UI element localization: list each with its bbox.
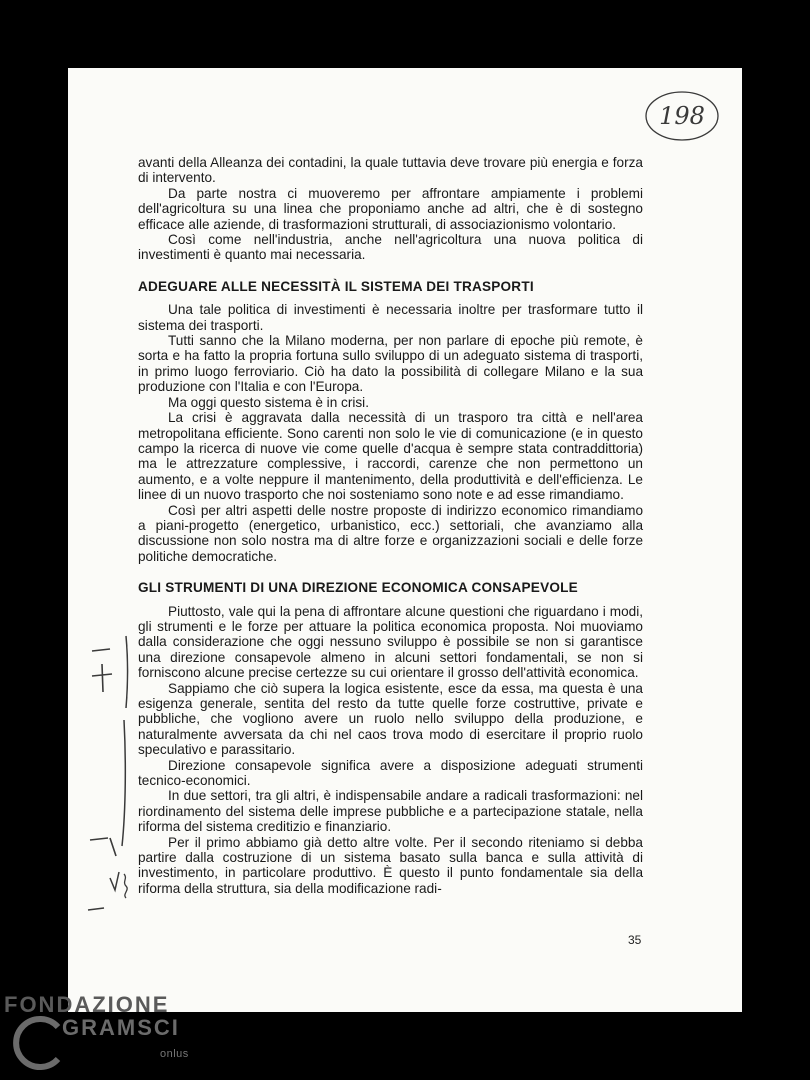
paragraph: Ma oggi questo sistema è in crisi. [168, 394, 369, 410]
pencil-dash-mark [92, 649, 110, 651]
paragraph: Così come nell'industria, anche nell'agricoltura una nuova politica di investimenti è quanto mai necessaria. [138, 232, 643, 263]
margin-annotations [82, 628, 142, 928]
pencil-dash-mark [88, 908, 104, 910]
section-heading-transport: ADEGUARE ALLE NECESSITÀ IL SISTEMA DEI TRASPORTI [138, 278, 534, 294]
pencil-plus-mark [92, 664, 112, 692]
section-heading-instruments: GLI STRUMENTI DI UNA DIREZIONE ECONOMICA CONSAPEVOLE [138, 580, 578, 596]
paragraph: La crisi è aggravata dalla necessità di un trasporo tra città e nell'area metropolitana efficiente. Sono carenti non solo le vie di comunicazione (e in questo campo la ricerca di nuove vie come quelle d'acqua è sempre stata contraddittoria) ma le attrezzature complessive, i raccordi, carenze che non permettono un aumento, e a volte neppure il mantenimento, della produttività e dell'efficienza. Le linee di un nuovo trasporto che noi sosteniamo sono note e ad esse rimandiamo. [138, 410, 643, 503]
watermark-line3: onlus [160, 1048, 189, 1060]
pencil-bracket-mark [126, 636, 128, 708]
folio-number: 198 [659, 102, 705, 130]
pencil-squiggle-mark [124, 874, 127, 898]
pencil-dash-mark [90, 838, 108, 840]
watermark-line1: FONDAZIONE [4, 992, 170, 1017]
body-text [138, 155, 643, 896]
paragraph: Una tale politica di investimenti è necessaria inoltre per trasformare tutto il sistema dei trasporti. [138, 302, 643, 333]
page-number: 35 [628, 933, 642, 947]
paragraph: Tutti sanno che la Milano moderna, per non parlare di epoche più remote, è sorta e ha fatto la propria fortuna sullo sviluppo di un adeguato sistema di trasporti, in primo luogo ferroviario. Ciò ha dato la possibilità di collegare Milano e la sua produzione con l'Italia e con l'Europa. [138, 333, 643, 395]
watermark-line2: GRAMSCI [62, 1015, 180, 1040]
paragraph: Così per altri aspetti delle nostre proposte di indirizzo economico rimandiamo a piani-progetto (energetico, urbanistico, ecc.) settoriali, che avanziamo alla discussione non solo nostra ma di altre forze e organizzazioni sociali e delle forze politiche democratiche. [138, 502, 643, 564]
paragraph: Per il primo abbiamo già detto altre volte. Per il secondo riteniamo si debba partire dalla costruzione di un sistema basato sulla banca e sulla attività di investimento, in particolare produttivo. È questo il punto fondamentale sia della riforma della struttura, sia della modificazione radi- [138, 834, 643, 896]
folio-mark [640, 86, 724, 146]
pencil-check-mark [110, 872, 119, 890]
paragraph: Sappiamo che ciò supera la logica esistente, esce da essa, ma questa è una esigenza generale, sentita del resto da tutte quelle forze costruttive, private e pubbliche, che vogliono avere un ruolo nello sviluppo della produzione, e naturalmente avversata da chi nel caos trova modo di esercitare il proprio ruolo speculativo e parassitario. [138, 680, 643, 758]
pencil-check-mark [110, 838, 116, 856]
pencil-bracket-mark [122, 720, 125, 846]
paragraph: Da parte nostra ci muoveremo per affrontare ampiamente i problemi dell'agricoltura su una linea che proponiamo anche ad altri, che è di sostegno efficace alle aziende, di trasformazioni strutturali, di associazionismo volontario. [138, 185, 643, 232]
paragraph: Piuttosto, vale qui la pena di affrontare alcune questioni che riguardano i modi, gli strumenti e le forze per attuare la politica economica proposta. Noi muoviamo dalla considerazione che oggi nessuno sviluppo è possibile se non si garantisce una direzione consapevole almeno in alcuni settori fondamentali, se non si forniscono alcune precise certezze su cui orientare il grosso dell'attività economica. [138, 603, 643, 681]
document-page [68, 68, 742, 1012]
paragraph: Direzione consapevole significa avere a disposizione adeguati strumenti tecnico-economici. [138, 757, 643, 789]
paragraph: In due settori, tra gli altri, è indispensabile andare a radicali trasformazioni: nel riordinamento del sistema delle imprese pubbliche e a partecipazione statale, nella riforma del sistema creditizio e finanziario. [138, 788, 643, 835]
paragraph: avanti della Alleanza dei contadini, la quale tuttavia deve trovare più energia e forza di intervento. [138, 155, 643, 186]
